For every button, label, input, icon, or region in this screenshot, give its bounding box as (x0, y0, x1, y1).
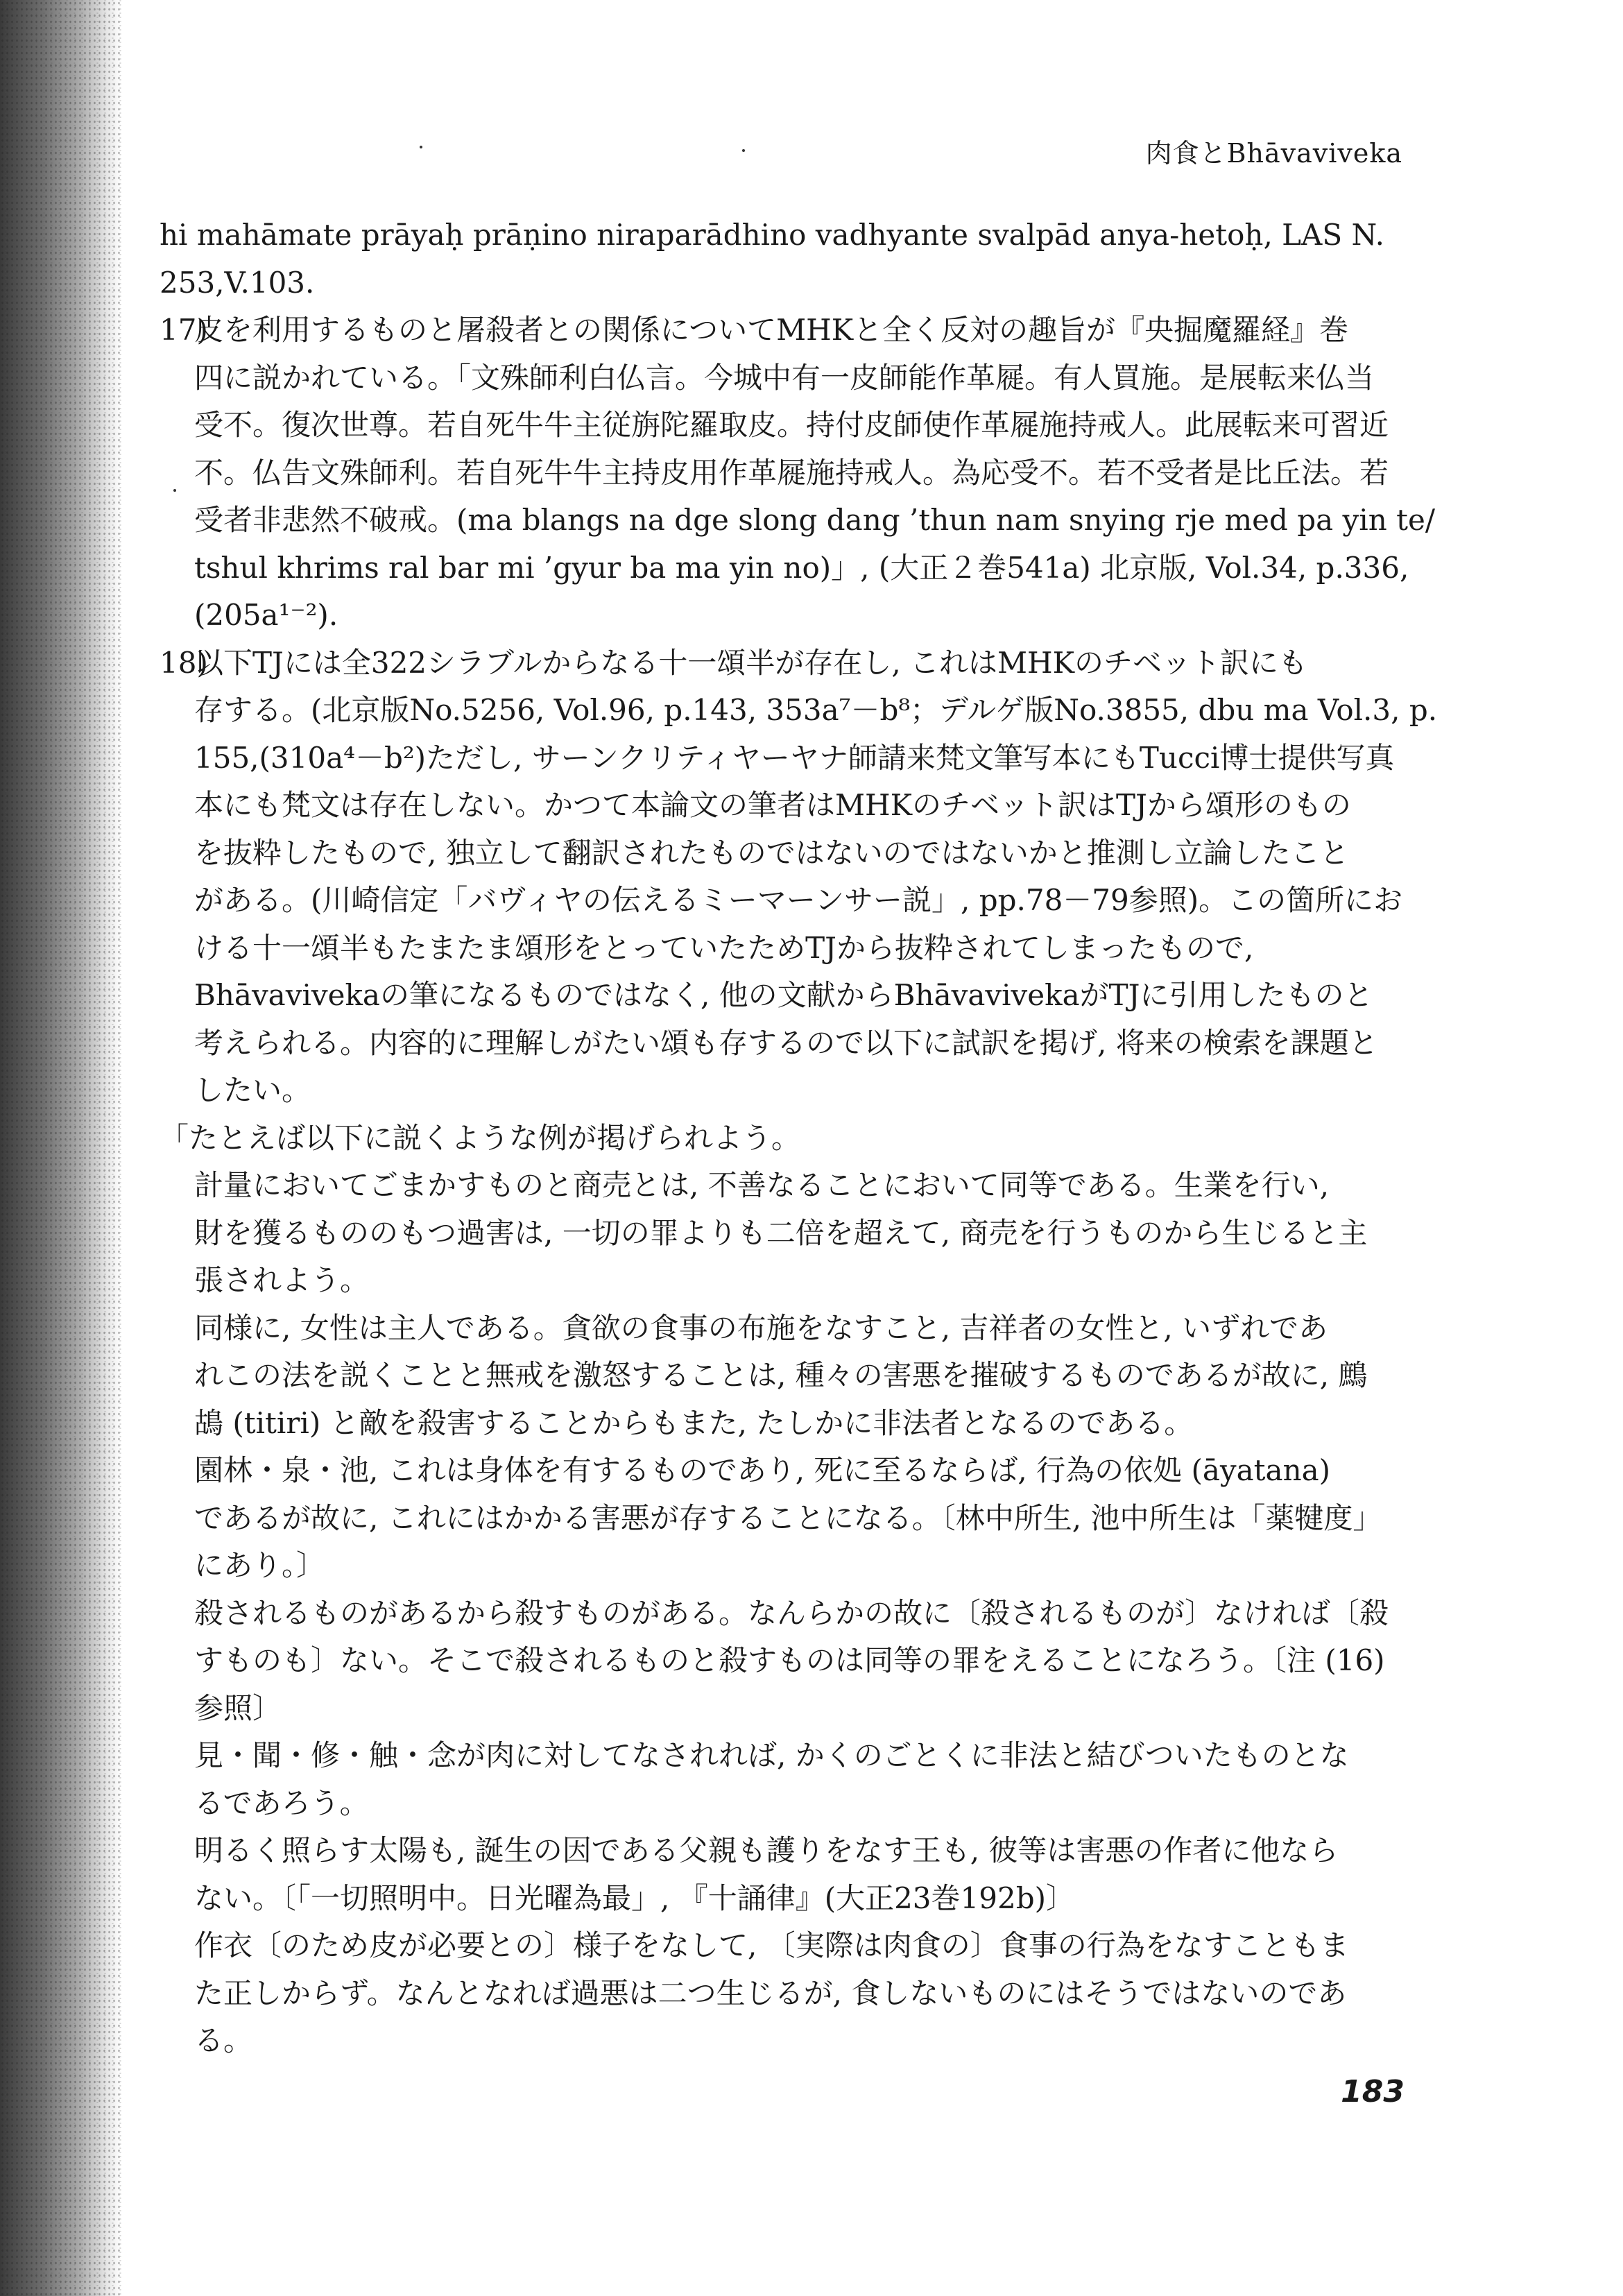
footnote-18 (160, 640, 1429, 687)
text-line: 財を獲るもののもつ過害は, 一切の罪よりも二倍を超えて, 商売を行うものから生じると主 (194, 1215, 1368, 1250)
text-line: 明るく照らす太陽も, 誕生の因である父親も護りをなす王も, 彼等は害悪の作者に他なら (194, 1833, 1339, 1867)
text-line: 考えられる。内容的に理解しがたい頌も存するので以下に試訳を掲げ, 将来の検索を課題と (194, 1025, 1378, 1060)
text-line: 受不。復次世尊。若自死牛牛主従旃陀羅取皮。持付皮師使作革屣施持戒人。此展転来可習近 (194, 408, 1389, 442)
text-line: 見・聞・修・触・念が肉に対してなされれば, かくのごとくに非法と結びついたものとな (194, 1738, 1349, 1772)
text-line: 253,V.103. (160, 265, 315, 300)
text-line: 本にも梵文は存在しない。かつて本論文の筆者はMHKのチベット訳はTJから頌形のもの (194, 788, 1351, 822)
text-line: 受者非悲然不破戒。(ma blangs na dge slong dang ’thun nam snying rje med pa yin te/ (194, 503, 1435, 537)
text-line: したい。 (194, 1073, 311, 1107)
text-line: ない。〔「一切照明中。日光曜為最」, 『十誦律』(大正23巻192b)〕 (194, 1881, 1075, 1915)
footnote-number: 17) (160, 313, 208, 347)
text-line: すものも〕ない。そこで殺されるものと殺すものは同等の罪をえることになろう。〔注 (16) (194, 1643, 1385, 1677)
text-line: るであろう。 (194, 1785, 369, 1820)
text-line: 鴣 (titiri) と敵を殺害することからもまた, たしかに非法者となるのである。 (194, 1405, 1194, 1440)
text-line: がある。(川崎信定「バヴィヤの伝えるミーマーンサー説」, pp.78－79参照)。この箇所にお (194, 883, 1403, 917)
text-line: 園林・泉・池, これは身体を有するものであり, 死に至るならば, 行為の依処 (āyatana) (194, 1453, 1331, 1487)
text-line: 以下TJには全322シラブルからなる十一頌半が存在し, これはMHKのチベット訳にも (194, 645, 1308, 680)
text-line: Bhāvavivekaの筆になるものではなく, 他の文献からBhāvavivekaがTJに引用したものと (194, 978, 1373, 1012)
page-number: 183 (1341, 2074, 1405, 2109)
text-line: 「たとえば以下に説くような例が掲げられよう。 (160, 1120, 801, 1155)
text-line: を抜粋したもので, 独立して翻訳されたものではないのではないかと推測し立論したこと (194, 835, 1349, 870)
text-line: 四に説かれている。「文殊師利白仏言。今城中有一皮師能作革屣。有人買施。是展転来仏当 (194, 360, 1375, 395)
text-line: た正しからず。なんとなれば過悪は二つ生じるが, 食しないものにはそうではないのであ (194, 1976, 1347, 2010)
text-line: にあり。〕 (194, 1548, 326, 1582)
text-line: 計量においてごまかすものと商売とは, 不善なることにおいて同等である。生業を行い, (194, 1168, 1330, 1202)
footnote-17 (160, 307, 1429, 354)
text-line: (205a¹⁻²). (194, 598, 338, 632)
running-header: 肉食とBhāvaviveka (1145, 138, 1402, 169)
text-line: る。 (194, 2023, 253, 2057)
text-line: hi mahāmate prāyaḥ prāṇino niraparādhino vadhyante svalpād anya-hetoḥ, LAS N. (160, 218, 1384, 252)
text-line: 存する。(北京版No.5256, Vol.96, p.143, 353a⁷－b⁸；デルゲ版No.3855, dbu ma Vol.3, p. (194, 693, 1438, 727)
text-line: 皮を利用するものと屠殺者との関係についてMHKと全く反対の趣旨が『央掘魔羅経』巻 (194, 313, 1349, 347)
text-line: であるが故に, これにはかかる害悪が存することになる。〔林中所生, 池中所生は「薬犍度」 (194, 1500, 1382, 1535)
scan-speck (742, 149, 745, 152)
page-body (160, 212, 1438, 2065)
text-line: 155,(310a⁴－b²)ただし, サーンクリティヤーヤナ師請来梵文筆写本にもTucci博士提供写真 (194, 740, 1395, 775)
text-line: 同様に, 女性は主人である。貪欲の食事の布施をなすこと, 吉祥者の女性と, いずれであ (194, 1310, 1328, 1345)
scan-gutter-noise (0, 0, 121, 2296)
text-line: 張されよう。 (194, 1263, 370, 1297)
text-line: 作衣〔のため皮が必要との〕様子をなして, 〔実際は肉食の〕食事の行為をなすこともま (194, 1928, 1349, 1962)
text-line: れこの法を説くことと無戒を激怒することは, 種々の害悪を摧破するものであるが故に, 鷓 (194, 1358, 1368, 1392)
text-line: 参照〕 (194, 1690, 282, 1725)
text-line: 殺されるものがあるから殺すものがある。なんらかの故に〔殺されるものが〕なければ〔殺 (194, 1595, 1389, 1630)
text-line: 不。仏告文殊師利。若自死牛牛主持皮用作革屣施持戒人。為応受不。若不受者是比丘法。若 (194, 455, 1389, 490)
scan-speck (420, 146, 422, 148)
text-line: tshul khrims ral bar mi ’gyur ba ma yin no)」, (大正２巻541a) 北京版, Vol.34, p.336, (194, 550, 1409, 585)
footnote-number: 18) (160, 645, 208, 680)
text-line: ける十一頌半もたまたま頌形をとっていたためTJから抜粋されてしまったもので, (194, 930, 1254, 965)
